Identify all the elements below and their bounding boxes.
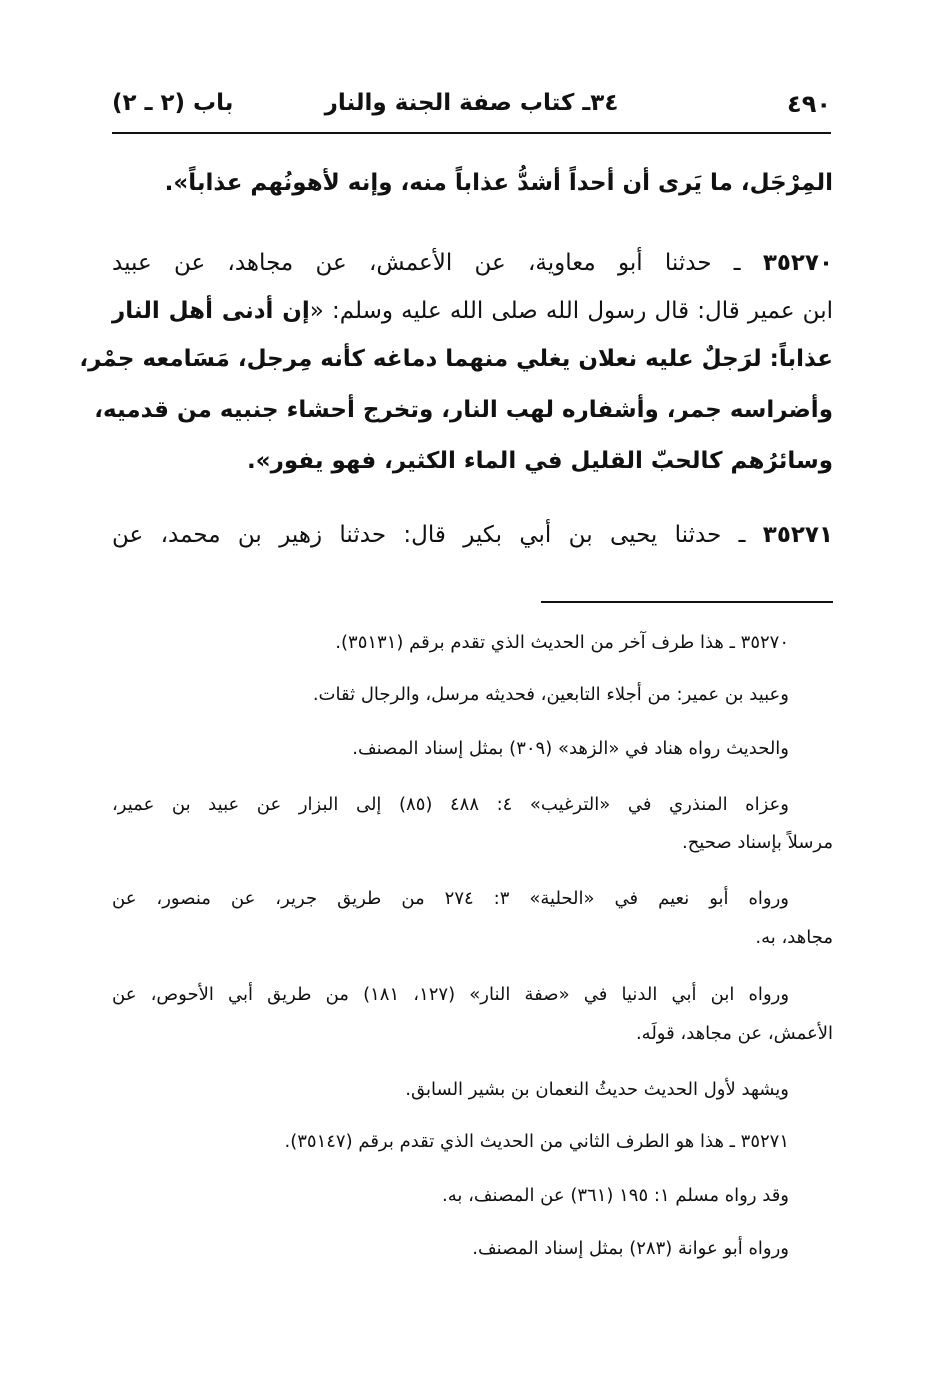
hadith-35270-line-1 xyxy=(112,250,833,276)
hadith-text-bold: إن أدنى أهل النار xyxy=(112,298,310,324)
footnote-line: ٣٥٢٧١ ـ هذا هو الطرف الثاني من الحديث الذي تقدم برقم (٣٥١٤٧). xyxy=(284,1131,789,1152)
footnote-line: ورواه ابن أبي الدنيا في «صفة النار» (١٢٧، ١٨١) من طريق أبي الأحوص، عن xyxy=(112,984,790,1005)
intro-line: المِرْجَل، ما يَرى أن أحداً أشدُّ عذاباً منه، وإنه لأهونُهم عذاباً». xyxy=(164,170,833,196)
footnote-line: مجاهد، به. xyxy=(755,927,833,948)
hadith-text: ابن عمير قال: قال رسول الله صلى الله عليه وسلم: « xyxy=(309,298,833,324)
page-header xyxy=(112,86,831,132)
hadith-35270-line-3: عذاباً: لرَجلٌ عليه نعلان يغلي منهما دماغه كأنه مِرجل، مَسَامعه جمْر، xyxy=(79,346,833,372)
hadith-number: ٣٥٢٧١ xyxy=(762,522,833,548)
footnote-line: ويشهد لأول الحديث حديثُ النعمان بن بشير السابق. xyxy=(405,1079,789,1100)
hadith-number: ٣٥٢٧٠ xyxy=(762,250,834,276)
footnote-line: مرسلاً بإسناد صحيح. xyxy=(681,832,833,853)
footnote-line: وقد رواه مسلم ١: ١٩٥ (٣٦١) عن المصنف، به. xyxy=(441,1185,789,1206)
page-number: ٤٩٠ xyxy=(787,90,831,118)
hadith-text: ـ حدثنا أبو معاوية، عن الأعمش، عن مجاهد، عن عبيد xyxy=(112,250,741,276)
hadith-35271-line-1 xyxy=(112,522,833,548)
footnote-line: والحديث رواه هناد في «الزهد» (٣٠٩) بمثل إسناد المصنف. xyxy=(352,738,789,759)
footnote-line: ٣٥٢٧٠ ـ هذا طرف آخر من الحديث الذي تقدم برقم (٣٥١٣١). xyxy=(335,632,789,653)
hadith-35270-line-4: وأضراسه جمر، وأشفاره لهب النار، وتخرج أحشاء جنبيه من قدميه، xyxy=(94,397,833,423)
footnote-line: الأعمش، عن مجاهد، قولَه. xyxy=(635,1023,833,1044)
chapter-title: ٣٤ـ كتاب صفة الجنة والنار xyxy=(324,90,619,116)
hadith-35270-line-2 xyxy=(112,298,833,324)
hadith-text: ـ حدثنا يحيى بن أبي بكير قال: حدثنا زهير بن محمد، عن xyxy=(112,522,746,548)
header-rule xyxy=(112,132,831,134)
section-label: باب (٢ ـ ٢) xyxy=(112,90,234,116)
footnote-line: وعبيد بن عمير: من أجلاء التابعين، فحديثه مرسل، والرجال ثقات. xyxy=(312,684,789,705)
footnote-line: ورواه أبو نعيم في «الحلية» ٣: ٢٧٤ من طريق جرير، عن منصور، عن xyxy=(112,888,789,909)
footnote-line: ورواه أبو عوانة (٢٨٣) بمثل إسناد المصنف. xyxy=(472,1238,789,1259)
hadith-35270-line-5: وسائرُهم كالحبّ القليل في الماء الكثير، فهو يفور». xyxy=(247,448,833,474)
footnote-line: وعزاه المنذري في «الترغيب» ٤: ٤٨٨ (٨٥) إلى البزار عن عبيد بن عمير، xyxy=(112,794,789,815)
footnote-rule xyxy=(541,601,833,603)
